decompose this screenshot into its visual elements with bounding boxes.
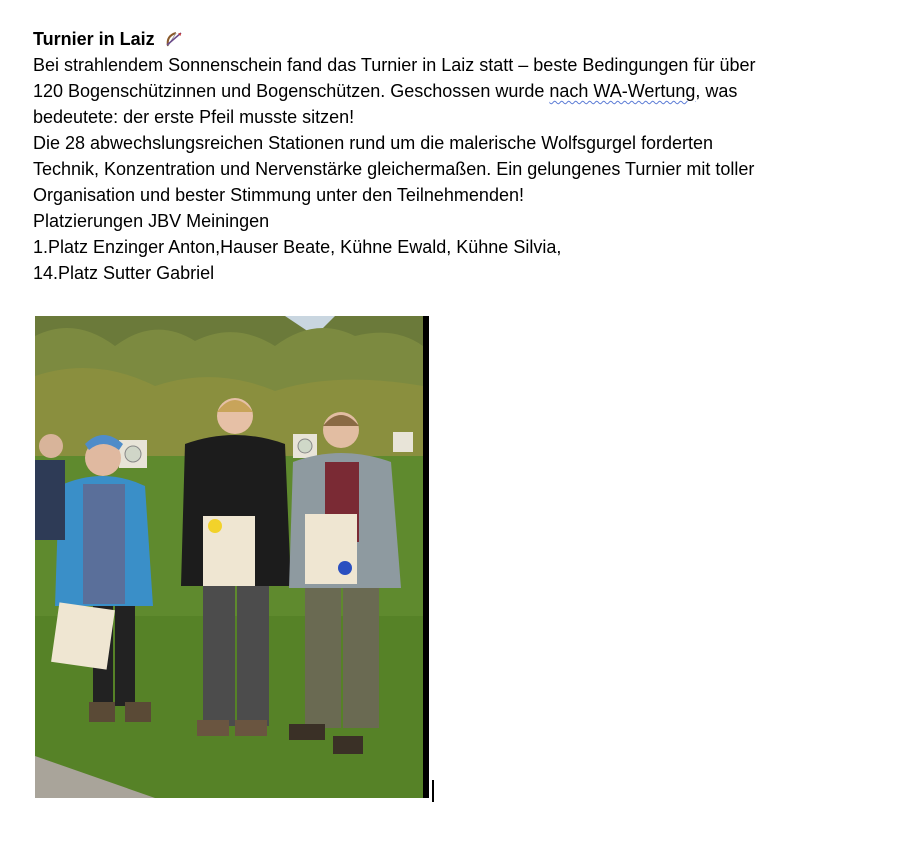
placements-first: 1.Platz Enzinger Anton,Hauser Beate, Kühne Ewald, Kühne Silvia, <box>33 237 562 257</box>
document-body[interactable] <box>33 26 853 286</box>
archery-award-photo[interactable] <box>35 316 423 798</box>
paragraph-line-4: Die 28 abwechslungsreichen Stationen rund um die malerische Wolfsgurgel forderten <box>33 133 714 153</box>
line-2-end: , was <box>695 81 738 101</box>
paragraph-line-5: Technik, Konzentration und Nervenstärke gleichermaßen. Ein gelungenes Turnier mit toller <box>33 159 755 179</box>
paragraph-line-6: Organisation und bester Stimmung unter den Teilnehmenden! <box>33 185 524 205</box>
line-2-start: 120 Bogenschützinnen und Bogenschützen. Geschossen wurde <box>33 81 550 101</box>
placements-fourteenth: 14.Platz Sutter Gabriel <box>33 263 215 283</box>
paragraph-line-1: Bei strahlendem Sonnenschein fand das Turnier in Laiz statt – beste Bedingungen für über <box>33 55 756 75</box>
document-title-line <box>33 26 853 52</box>
document-title: Turnier in Laiz <box>33 29 155 49</box>
spellcheck-underlined-text[interactable]: nach WA-Wertung <box>549 81 696 101</box>
bow-and-arrow-icon <box>164 30 184 48</box>
text-cursor <box>432 780 434 802</box>
paragraph-line-2 <box>33 78 853 104</box>
placements-heading: Platzierungen JBV Meiningen <box>33 211 270 231</box>
image-selection-border <box>423 316 429 798</box>
paragraph-line-3: bedeutete: der erste Pfeil musste sitzen! <box>33 107 355 127</box>
